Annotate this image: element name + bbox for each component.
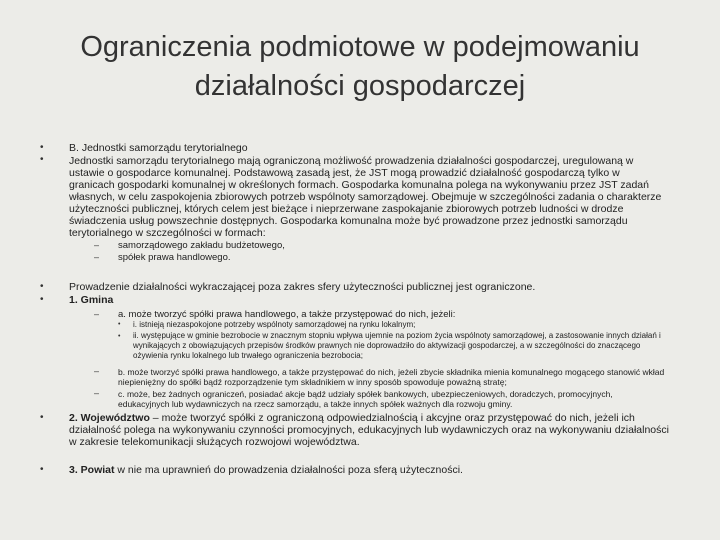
- gmina-item-c: c. może, bez żadnych ograniczeń, posiadać akcje bądź udziały spółek bankowych, ubezpieczeniowych, doradczych, promocyjnych, edukacyjnych lub wydawniczych na rzecz samorządu, a także innych spółek ważnych dla rozwoju gminy.: [118, 389, 613, 409]
- dash: –: [94, 388, 100, 398]
- bullet: •: [40, 142, 44, 153]
- slide-title-line-2: działalności gospodarczej: [194, 70, 526, 102]
- section-b-paragraph: Jednostki samorządu terytorialnego mają ograniczoną możliwość prowadzenia działalności gospodarczej, uregulowaną w ustawie o gospodarce komunalnej. Podstawową zasadą jest, że JST mogą prowadzić działalność gospodarczą tylko w granicach gospodarki komunalnej w określonych formach. Gospodarka komunalna polega na wykonywaniu przez JST zadań własnych, w celu zaspokojenia zbiorowych potrzeb wspólnoty samorządowej. Obejmuje w szczególności zadania o charakterze użyteczności publicznej, których celem jest bieżące i nieprzerwane zaspokajanie zbiorowych potrzeb ludności w drodze świadczenia usług powszechnie dostępnych. Gospodarka komunalna może być prowadzone przez jednostki samorządu terytorialnego w szczególności w formach:: [69, 155, 662, 239]
- form-item-1-text: samorządowego zakładu budżetowego,: [118, 240, 285, 251]
- slide-title-line-1: Ograniczenia podmiotowe w podejmowaniu: [80, 31, 640, 63]
- gmina-label: [69, 294, 669, 306]
- wojewodztwo-paragraph: [69, 412, 669, 448]
- dash: –: [94, 252, 100, 262]
- gmina-label-text: 1. Gmina: [69, 294, 114, 306]
- dash: –: [94, 366, 100, 376]
- gmina-item-a-i: i. istnieją niezaspokojone potrzeby wspólnoty samorządowej na rynku lokalnym;: [133, 320, 416, 329]
- gmina-item-b: b. może tworzyć spółki prawa handlowego, a także przystępować do nich, jeżeli zbycie składnika mienia komunalnego mogącego stanowić wkład niepieniężny do spółki bądź rozporządzenie tym składnikiem w inny sposób spowoduje poważną stratę;: [118, 367, 665, 387]
- form-item-1: [118, 240, 618, 251]
- gmina-item-a: a. może tworzyć spółki prawa handlowego, a także przystępować do nich, jeżeli:: [118, 309, 456, 320]
- bullet: •: [118, 321, 121, 328]
- powiat-text: w nie ma uprawnień do prowadzenia działalności poza sferą użyteczności.: [114, 464, 463, 476]
- bullet: •: [40, 412, 44, 423]
- powiat-label: 3. Powiat: [69, 464, 115, 476]
- dash: –: [94, 240, 100, 250]
- bullet: •: [40, 294, 44, 305]
- form-item-2: [118, 252, 618, 263]
- gmina-item-a-ii: ii. występujące w gminie bezrobocie w znacznym stopniu wpływa ujemnie na poziom życia wspólnoty samorządowej, a zastosowanie innych działań i wynikających z obowiązujących przepisów środków prawnych nie doprowadziło do aktywizacji gospodarczej, a w szczególności do znaczącego ożywienia rynku lokalnego lub trwałego ograniczenia bezrobocia;: [133, 331, 661, 360]
- form-item-2-text: spółek prawa handlowego.: [118, 252, 231, 263]
- bullet: •: [40, 281, 44, 292]
- wojewodztwo-text: – może tworzyć spółki z ograniczoną odpowiedzialnością i akcyjne oraz przystępować do nich, jeżeli ich działalność polega na wykonywaniu czynności promocyjnych, edukacyjnych lub wydawniczych oraz na wykonywaniu działalności w zakresie telekomunikacji służących rozwojowi województwa.: [69, 412, 669, 448]
- wojewodztwo-label: 2. Województwo: [69, 412, 150, 424]
- powiat-paragraph: [69, 464, 669, 476]
- dash: –: [94, 309, 100, 319]
- limit-paragraph: Prowadzenie działalności wykraczającej poza zakres sfery użyteczności publicznej jest ograniczone.: [69, 281, 536, 293]
- section-b-heading: B. Jednostki samorządu terytorialnego: [69, 142, 248, 154]
- slide-title: [0, 28, 720, 106]
- bullet: •: [118, 333, 121, 340]
- bullet: •: [40, 154, 44, 165]
- bullet: •: [40, 464, 44, 475]
